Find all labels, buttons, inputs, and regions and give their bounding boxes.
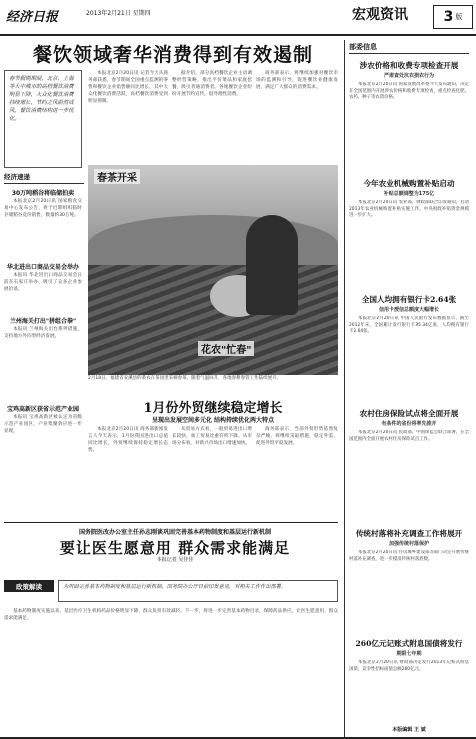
newspaper-logo: 经济日报 [6, 10, 59, 25]
sidebar-item-title: 宝鸡高新区获省示范产业园 [6, 406, 79, 413]
photo-field-shape [88, 265, 338, 375]
policy-intro-box: 为巩固完善基本药物制度和基层运行新机制，国务院办公厅日前印发意见，对相关工作作出部署。 [58, 580, 338, 602]
right-item-text [349, 82, 469, 174]
sidebar-item-text [4, 198, 82, 252]
sidebar-item-body: 本报讯 兰州海关出台系列措施，支持地方外向型经济发展。 [4, 327, 82, 339]
issue-date: 2013年2月21日 星期四 [86, 10, 151, 17]
sidebar-tag: 经济速递 [4, 172, 84, 184]
right-item-subtitle: 严肃查处坑农损农行为 [383, 73, 434, 79]
trade-column-3 [256, 426, 338, 518]
section-title: 宏观资讯 [352, 7, 408, 23]
health-kicker: 国务院医改办公室主任孙志刚谈巩固完善基本药物制度和基层运行新机制 [78, 529, 271, 536]
health-body-text: 基本药物制度实施以来，基层医疗卫生机构药品价格明显下降，群众负担有效减轻。下一步，将进一步完善基本药物目录，保障药品供应，让医生愿意用、群众需求能满足。 [4, 609, 338, 621]
lead-headline: 餐饮领域奢华消费得到有效遏制 [32, 44, 313, 66]
right-item-title: 农村住房保险试点将全面开展 [359, 409, 459, 418]
sidebar-item-body: 本报北京2月20日讯 国家粮食交易中心发布公告，将于近期组织临时存储稻谷竞价销售，数量约30万吨。 [4, 199, 82, 218]
trade-column-3-text: 商务部表示，当前外贸形势依然复杂严峻，将继续采取措施，稳定外需，促进外贸平稳发展。 [256, 427, 338, 446]
sidebar-item-text [4, 272, 82, 312]
trade-headline: 1月份外贸继续稳定增长 [143, 401, 283, 416]
trade-column-1 [88, 426, 168, 518]
right-item-subtitle: 期限七年期 [396, 651, 422, 657]
right-column [344, 40, 472, 737]
lead-column-2-text: 据介绍，部分高档餐饮企业主动调整经营策略，推出平价菜品和家庭套餐，吸引普通消费者。各地餐饮企业纷纷开展节约宣传，倡导理性消费。 [172, 71, 252, 97]
sidebar-item-body: 本报讯 宝鸡高新区被认定为省级示范产业园区，产业集聚效应进一步显现。 [4, 415, 82, 434]
policy-tag: 政策解读 [4, 580, 54, 592]
right-item-body: 本报北京2月20日讯 民政部、中国保监会联合部署，在全国范围内全面开展农村住房保险试点工作。 [349, 430, 469, 442]
sidebar-item-body: 本报讯 华北进出口商品交易会日前在石家庄举办，吸引了众多企业参展洽谈。 [4, 273, 82, 292]
right-item-title: 传统村落将补充调查工作将展开 [355, 529, 463, 538]
right-item-title: 全国人均拥有银行卡2.64张 [361, 295, 457, 304]
health-body [4, 608, 338, 734]
right-item-body: 本报北京2月20日讯 中国人民银行发布数据显示，截至2012年末，全国累计发行银行卡35.34亿张，人均拥有银行卡2.64张。 [349, 316, 469, 335]
editor-credit: 本版编辑 王 斌 [392, 727, 426, 733]
right-item-body: 本报北京2月20日讯 农业部、财政部联合印发通知，启动2013年农业机械购置补贴实施工作，中央财政补贴资金规模进一步扩大。 [349, 200, 469, 219]
right-item-subtitle: 加强传统村落保护 [388, 541, 429, 547]
sidebar-item-text [4, 414, 82, 520]
photo-caption-text: 2月18日，福建省安溪县的茶农在茶园里采摘春茶。随着气温回升，各地春耕春管工作陆续展开。 [88, 376, 282, 381]
lead-column-3 [256, 70, 338, 162]
page-number: 3 [443, 9, 454, 25]
masthead [0, 0, 476, 36]
photo-caption-top: 春茶开采 [94, 169, 140, 184]
right-item-body: 本报北京2月20日讯 财政部决定发行2013年记账式附息国债，竞争性招标面值总额260亿元。 [349, 660, 469, 672]
page-number-box [433, 5, 473, 29]
photo-farmer-shape [246, 215, 298, 315]
right-item-title: 260亿元记账式附息国债将发行 [355, 639, 463, 648]
sidebar-item-text [4, 326, 82, 396]
right-item-subtitle: 补贴总额调整为175亿 [383, 191, 435, 197]
health-headline: 要让医生愿意用 群众需求能满足 [59, 539, 291, 557]
right-item-body: 本报北京2月20日讯 国家发展改革委今天发布通知，决定在全国范围内开展涉农价格和收费专项检查，重点检查化肥、农药、种子等农资价格。 [349, 82, 469, 101]
trade-subhead: 呈现出发展空间多元化 结构持续优化两大特点 [151, 417, 275, 424]
lead-intro-box: 春节假期期间，北京、上海等大中城市的高档餐饮消费明显下降，大众化餐饮消费持续增长，节约之风蔚然成风，餐饮消费结构进一步优化。 [4, 70, 82, 168]
sidebar-item-title: 华北进出口商品交易会举办 [6, 264, 79, 271]
right-column-tag: 部委信息 [349, 42, 469, 54]
lead-column-1 [88, 70, 168, 162]
right-item-text [349, 200, 469, 288]
health-byline: 本报记者 吴佳佳 [156, 557, 194, 563]
lead-column-1-text: 本报北京2月20日讯 记者今天从商务部获悉，春节期间全国重点监测的零售和餐饮企业销售额同比增长，其中大众化餐饮消费活跃，高档餐饮消费受到明显抑制。 [88, 71, 168, 104]
trade-column-1-text: 本报北京2月20日讯 商务部新闻发言人今天表示，1月份我国进出口总值同比增长，外贸继续保持稳定增长态势。 [88, 427, 168, 453]
right-item-title: 涉农价格和收费专项检查开展 [359, 61, 459, 70]
feature-photo [88, 165, 338, 375]
trade-column-2-text: 从贸易方式看，一般贸易进出口增长较快，加工贸易比重有所下降。从市场分布看，对新兴市场出口增速加快。 [172, 427, 252, 446]
lead-column-3-text: 商务部表示，将继续加强对餐饮市场的监测和引导，促进餐饮业健康发展，满足广大群众的消费需求。 [256, 71, 338, 90]
right-item-body: 本报北京2月20日讯 住房城乡建设部等部门决定开展传统村落补充调查，进一步摸清传统村落底数。 [349, 550, 469, 562]
right-item-title: 今年农业机械购置补贴启动 [363, 179, 455, 188]
right-item-subtitle: 有条件的省份将率先推开 [381, 421, 437, 427]
right-item-text [349, 316, 469, 404]
right-item-subtitle: 信用卡授信总额度大幅增长 [378, 307, 439, 313]
sidebar-item-title: 兰州海关打出"拼组合拳" [9, 318, 77, 325]
right-item-text [349, 430, 469, 518]
sidebar-item-title: 30万吨稻谷将临储拍卖 [11, 190, 75, 197]
trade-column-2 [172, 426, 252, 518]
right-item-text [349, 550, 469, 634]
right-item-text [349, 660, 469, 722]
section-divider [4, 522, 338, 523]
photo-caption-bottom: 花农"忙春" [198, 341, 254, 356]
page-unit: 版 [455, 13, 463, 21]
lead-column-2 [172, 70, 252, 162]
